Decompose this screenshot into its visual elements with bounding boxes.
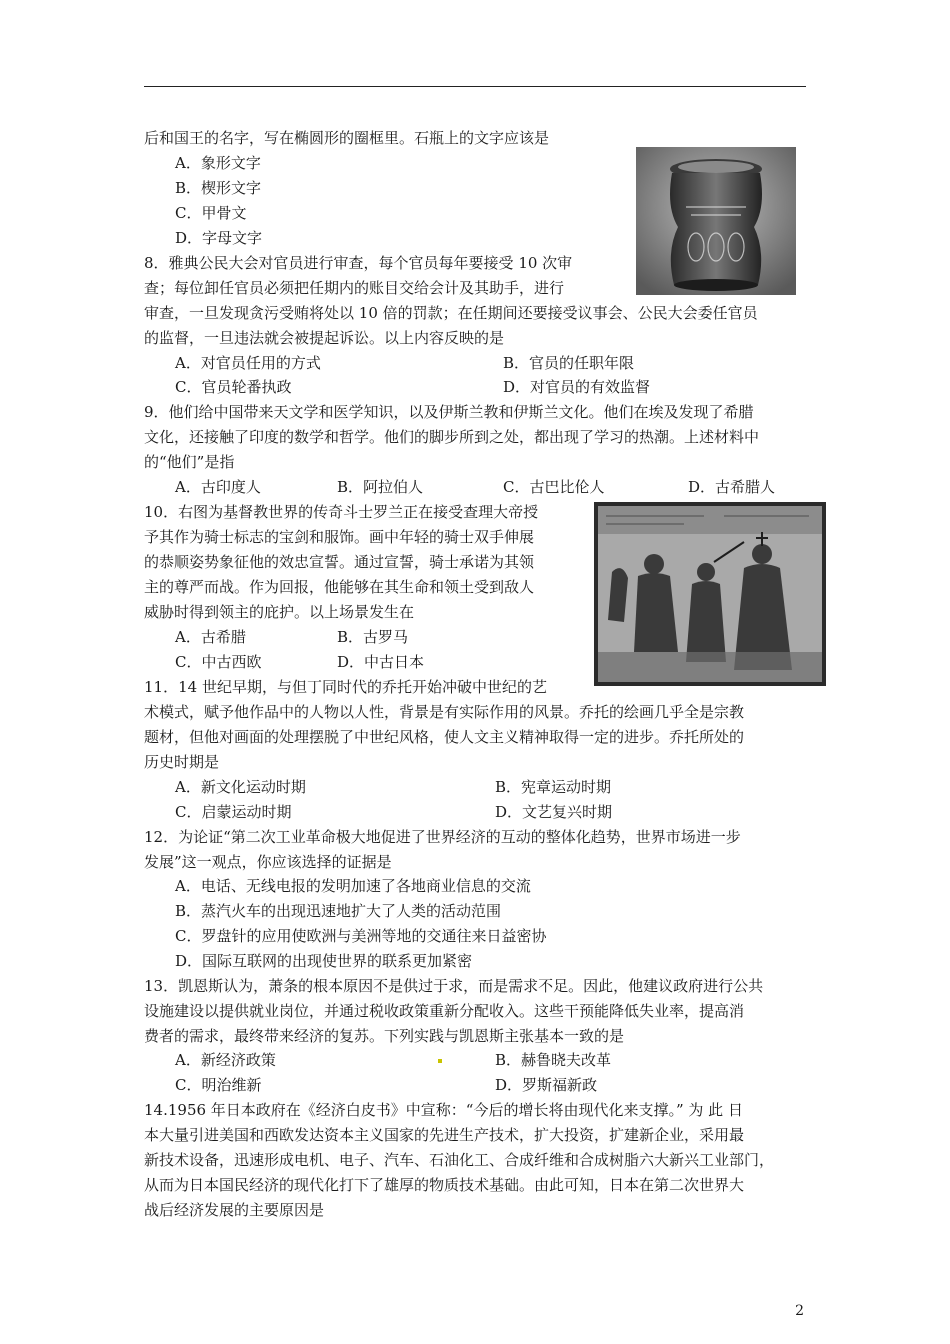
q11-option-a: A．新文化运动时期 bbox=[175, 778, 306, 796]
page-number: 2 bbox=[795, 1303, 804, 1319]
q9-option-d: D．古希腊人 bbox=[688, 478, 776, 496]
q14-stem-line-5: 战后经济发展的主要原因是 bbox=[144, 1201, 325, 1219]
q12-option-c: C．罗盘针的应用使欧洲与美洲等地的交通往来日益密协 bbox=[175, 927, 547, 945]
q9-stem-line-1: 9．他们给中国带来天文学和医学知识，以及伊斯兰教和伊斯兰文化。他们在埃及发现了希腊 bbox=[144, 403, 754, 421]
q12-option-b: B．蒸汽火车的出现迅速地扩大了人类的活动范围 bbox=[175, 902, 502, 920]
q7-stem-tail: 后和国王的名字，写在椭圆形的圈框里。石瓶上的文字应该是 bbox=[144, 129, 550, 147]
q14-stem-line-3: 新技术设备，迅速形成电机、电子、汽车、石油化工、合成纤维和合成树脂六大新兴工业部门， bbox=[144, 1151, 775, 1169]
q11-option-d: D．文艺复兴时期 bbox=[495, 803, 613, 821]
header-rule bbox=[144, 86, 806, 87]
q10-option-c: C．中古西欧 bbox=[175, 653, 262, 671]
q10-option-b: B．古罗马 bbox=[337, 628, 409, 646]
q8-option-a: A．对官员任用的方式 bbox=[175, 354, 321, 372]
q7-option-c: C．甲骨文 bbox=[175, 204, 247, 222]
knight-dubbing-image bbox=[594, 502, 826, 686]
q7-option-d: D．字母文字 bbox=[175, 229, 263, 247]
q12-stem-line-2: 发展”这一观点，你应该选择的证据是 bbox=[144, 853, 392, 871]
q8-stem-line-3: 审查，一旦发现贪污受贿将处以 10 倍的罚款；在任期间还要接受议事会、公民大会委任官员 bbox=[144, 304, 758, 322]
q13-stem-line-2: 设施建设以提供就业岗位，并通过税收政策重新分配收入。这些干预能降低失业率，提高消 bbox=[144, 1002, 745, 1020]
stray-mark bbox=[438, 1059, 442, 1063]
q8-stem-line-1: 8．雅典公民大会对官员进行审查，每个官员每年要接受 10 次审 bbox=[144, 254, 573, 272]
q13-option-a: A．新经济政策 bbox=[175, 1051, 276, 1069]
q9-option-c: C．古巴比伦人 bbox=[503, 478, 605, 496]
q14-stem-line-2: 本大量引进美国和西欧发达资本主义国家的先进生产技术，扩大投资，扩建新企业，采用最 bbox=[144, 1126, 745, 1144]
q11-option-c: C．启蒙运动时期 bbox=[175, 803, 292, 821]
q11-option-b: B．宪章运动时期 bbox=[495, 778, 612, 796]
q12-stem-line-1: 12．为论证“第二次工业革命极大地促进了世界经济的互动的整体化趋势，世界市场进一步 bbox=[144, 828, 741, 846]
q10-stem-line-1: 10．右图为基督教世界的传奇斗士罗兰正在接受查理大帝授 bbox=[144, 503, 539, 521]
q14-stem-line-1: 14.1956 年日本政府在《经济白皮书》中宣称：“今后的增长将由现代化来支撑。” 为 此 日 bbox=[144, 1101, 743, 1119]
q12-option-d: D．国际互联网的出现使世界的联系更加紧密 bbox=[175, 952, 473, 970]
q9-stem-line-3: 的“他们”是指 bbox=[144, 453, 235, 471]
q9-option-a: A．古印度人 bbox=[175, 478, 261, 496]
q13-stem-line-1: 13．凯恩斯认为，萧条的根本原因不是供过于求，而是需求不足。因此，他建议政府进行公共 bbox=[144, 977, 764, 995]
q9-stem-line-2: 文化，还接触了印度的数学和哲学。他们的脚步所到之处，都出现了学习的热潮。上述材料中 bbox=[144, 428, 760, 446]
q8-option-c: C．官员轮番执政 bbox=[175, 378, 292, 396]
q10-option-d: D．中古日本 bbox=[337, 653, 425, 671]
q7-option-a: A．象形文字 bbox=[175, 154, 261, 172]
q11-stem-line-1: 11．14 世纪早期，与但丁同时代的乔托开始冲破中世纪的艺 bbox=[144, 678, 547, 696]
q9-option-b: B．阿拉伯人 bbox=[337, 478, 424, 496]
q10-option-a: A．古希腊 bbox=[175, 628, 246, 646]
q10-stem-line-5: 威胁时得到领主的庇护。以上场景发生在 bbox=[144, 603, 415, 621]
q8-stem-line-2: 查；每位卸任官员必须把任期内的账目交给会计及其助手，进行 bbox=[144, 279, 565, 297]
q13-option-b: B．赫鲁晓夫改革 bbox=[495, 1051, 612, 1069]
q13-option-c: C．明治维新 bbox=[175, 1076, 262, 1094]
q11-stem-line-2: 术模式，赋予他作品中的人物以人性，背景是有实际作用的风景。乔托的绘画几乎全是宗教 bbox=[144, 703, 745, 721]
q13-stem-line-3: 费者的需求，最终带来经济的复苏。下列实践与凯恩斯主张基本一致的是 bbox=[144, 1027, 625, 1045]
stone-vase-image bbox=[636, 147, 796, 295]
q13-option-d: D．罗斯福新政 bbox=[495, 1076, 598, 1094]
q8-stem-line-4: 的监督，一旦违法就会被提起诉讼。以上内容反映的是 bbox=[144, 329, 505, 347]
q10-stem-line-4: 主的尊严而战。作为回报，他能够在其生命和领土受到敌人 bbox=[144, 578, 535, 596]
q12-option-a: A．电话、无线电报的发明加速了各地商业信息的交流 bbox=[175, 877, 531, 895]
q11-stem-line-4: 历史时期是 bbox=[144, 753, 220, 771]
q10-stem-line-3: 的恭顺姿势象征他的效忠宣誓。通过宣誓，骑士承诺为其领 bbox=[144, 553, 535, 571]
q10-stem-line-2: 予其作为骑士标志的宝剑和服饰。画中年轻的骑士双手伸展 bbox=[144, 528, 535, 546]
q14-stem-line-4: 从而为日本国民经济的现代化打下了雄厚的物质技术基础。由此可知，日本在第二次世界大 bbox=[144, 1176, 745, 1194]
q8-option-d: D．对官员的有效监督 bbox=[503, 378, 651, 396]
q11-stem-line-3: 题材，但他对画面的处理摆脱了中世纪风格，使人文主义精神取得一定的进步。乔托所处的 bbox=[144, 728, 745, 746]
q8-option-b: B．官员的任职年限 bbox=[503, 354, 635, 372]
q7-option-b: B．楔形文字 bbox=[175, 179, 262, 197]
